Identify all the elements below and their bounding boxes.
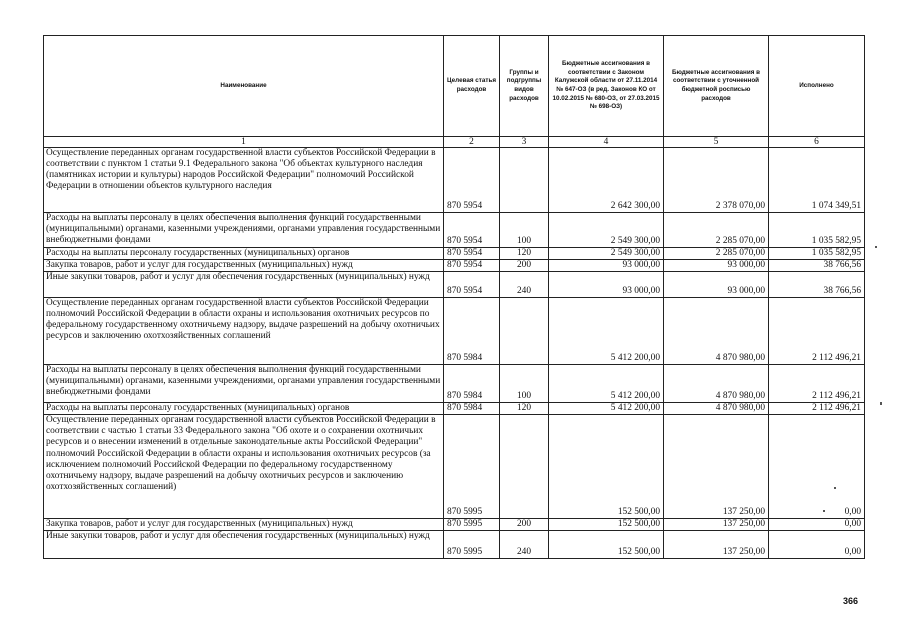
scan-speck [880, 402, 882, 405]
row-executed: 0,00 [769, 519, 865, 531]
row-executed: 1 035 582,95 [769, 248, 865, 260]
table-row [44, 531, 865, 559]
row-target-article: 870 5984 [444, 403, 500, 415]
column-number: 5 [664, 137, 769, 148]
table-row [44, 519, 865, 531]
header-executed: Исполнено [769, 36, 865, 137]
table-row [44, 365, 865, 403]
row-expense-group: 120 [500, 248, 549, 260]
row-budget-refined: 2 285 070,00 [664, 248, 769, 260]
row-budget-refined: 137 250,00 [664, 415, 769, 519]
row-executed: 1 074 349,51 [769, 148, 865, 213]
column-number-row [44, 137, 865, 148]
row-executed: 1 035 582,95 [769, 213, 865, 248]
row-target-article: 870 5984 [444, 365, 500, 403]
row-budget-law: 5 412 200,00 [549, 298, 664, 365]
row-target-article: 870 5954 [444, 148, 500, 213]
row-budget-law: 93 000,00 [549, 272, 664, 298]
scan-speck [875, 246, 877, 248]
row-budget-refined: 93 000,00 [664, 260, 769, 272]
row-budget-law: 2 642 300,00 [549, 148, 664, 213]
row-name: Закупка товаров, работ и услуг для государственных (муниципальных) нужд [44, 260, 444, 272]
table-row [44, 248, 865, 260]
row-expense-group: 100 [500, 213, 549, 248]
scan-speck [834, 487, 836, 489]
row-name: Расходы на выплаты персоналу в целях обеспечения выполнения функций государственными (муниципальными) органами, казенными учреждениями, органами управления государственными внебюджетными фондами [44, 213, 444, 248]
row-executed: 38 766,56 [769, 260, 865, 272]
table-row [44, 298, 865, 365]
row-name: Осуществление переданных органам государственной власти субъектов Российской Федерации в соответствии с частью 1 статьи 33 Федерального закона "Об охоте и о сохранении охотничьих ресурсов и о внесении изменений в отдельные законодательные акты Российской Федерации" полномочий Российской Федерации в области охраны и использования охотничьих ресурсов (за исключением полномочий Российской Федерации по федеральному государственному охотничьему надзору, выдаче разрешений на добычу охотничьих ресурсов и заключению охотхозяйственных соглашений) [44, 415, 444, 519]
row-budget-refined: 2 378 070,00 [664, 148, 769, 213]
column-number: 3 [500, 137, 549, 148]
row-budget-law: 93 000,00 [549, 260, 664, 272]
row-name: Осуществление переданных органам государственной власти субъектов Российской Федерации в соответствии с пунктом 1 статьи 9.1 Федерального закона "Об объектах культурного наследия (памятниках истории и культуры) народов Российской Федерации" полномочий Российской Федерации в отношении объектов культурного наследия [44, 148, 444, 213]
row-expense-group [500, 298, 549, 365]
column-number: 4 [549, 137, 664, 148]
row-name: Закупка товаров, работ и услуг для государственных (муниципальных) нужд [44, 519, 444, 531]
row-target-article: 870 5984 [444, 298, 500, 365]
header-budget-law: Бюджетные ассигнования в соответствии с Законом Калужской области от 27.11.2014 № 647-ОЗ (в ред. Законов КО от 10.02.2015 № 680-ОЗ, от 27.03.2015 № 698-ОЗ) [549, 36, 664, 137]
table-row [44, 415, 865, 519]
page-number: 366 [843, 596, 859, 606]
table-row [44, 213, 865, 248]
row-expense-group: 240 [500, 272, 549, 298]
row-budget-refined: 137 250,00 [664, 531, 769, 559]
row-expense-group [500, 415, 549, 519]
row-executed: 2 112 496,21 [769, 298, 865, 365]
row-budget-law: 152 500,00 [549, 415, 664, 519]
column-number: 6 [769, 137, 865, 148]
row-expense-group: 240 [500, 531, 549, 559]
table-row [44, 272, 865, 298]
row-target-article: 870 5954 [444, 213, 500, 248]
row-target-article: 870 5954 [444, 272, 500, 298]
row-target-article: 870 5995 [444, 531, 500, 559]
row-name: Иные закупки товаров, работ и услуг для обеспечения государственных (муниципальных) нужд [44, 531, 444, 559]
row-name: Расходы на выплаты персоналу государственных (муниципальных) органов [44, 248, 444, 260]
budget-table [43, 35, 865, 559]
row-budget-law: 152 500,00 [549, 519, 664, 531]
row-budget-refined: 2 285 070,00 [664, 213, 769, 248]
row-target-article: 870 5954 [444, 260, 500, 272]
scan-speck [823, 510, 825, 512]
row-target-article: 870 5995 [444, 415, 500, 519]
row-name: Иные закупки товаров, работ и услуг для обеспечения государственных (муниципальных) нужд [44, 272, 444, 298]
row-executed: 2 112 496,21 [769, 403, 865, 415]
row-expense-group: 200 [500, 260, 549, 272]
row-budget-refined: 93 000,00 [664, 272, 769, 298]
header-expense-groups: Группы и подгруппы видов расходов [500, 36, 549, 137]
row-budget-law: 5 412 200,00 [549, 365, 664, 403]
header-target-article: Целевая статья расходов [444, 36, 500, 137]
table-row [44, 260, 865, 272]
header-budget-refined: Бюджетные ассигнования в соответствии с уточненной бюджетной росписью расходов [664, 36, 769, 137]
row-executed: 38 766,56 [769, 272, 865, 298]
row-target-article: 870 5954 [444, 248, 500, 260]
row-executed: 0,00 [769, 531, 865, 559]
row-budget-law: 152 500,00 [549, 531, 664, 559]
row-executed: 2 112 496,21 [769, 365, 865, 403]
row-name: Осуществление переданных органам государственной власти субъектов Российской Федерации полномочий Российской Федерации в области охраны и использования охотничьих ресурсов по федеральному государственному охотничьему надзору, выдаче разрешений на добычу охотничьих ресурсов и заключению охотхозяйственных соглашений [44, 298, 444, 365]
row-budget-refined: 137 250,00 [664, 519, 769, 531]
row-target-article: 870 5995 [444, 519, 500, 531]
row-name: Расходы на выплаты персоналу в целях обеспечения выполнения функций государственными (муниципальными) органами, казенными учреждениями, органами управления государственными внебюджетными фондами [44, 365, 444, 403]
row-budget-law: 2 549 300,00 [549, 213, 664, 248]
table-row [44, 403, 865, 415]
row-budget-law: 5 412 200,00 [549, 403, 664, 415]
row-executed: 0,00 [769, 415, 865, 519]
header-name: Наименование [44, 36, 444, 137]
row-budget-refined: 4 870 980,00 [664, 365, 769, 403]
row-expense-group: 200 [500, 519, 549, 531]
row-budget-refined: 4 870 980,00 [664, 298, 769, 365]
row-expense-group [500, 148, 549, 213]
header-row [44, 36, 865, 137]
row-budget-refined: 4 870 980,00 [664, 403, 769, 415]
table-row [44, 148, 865, 213]
row-name: Расходы на выплаты персоналу государственных (муниципальных) органов [44, 403, 444, 415]
column-number: 2 [444, 137, 500, 148]
column-number: 1 [44, 137, 444, 148]
row-expense-group: 120 [500, 403, 549, 415]
row-expense-group: 100 [500, 365, 549, 403]
row-budget-law: 2 549 300,00 [549, 248, 664, 260]
